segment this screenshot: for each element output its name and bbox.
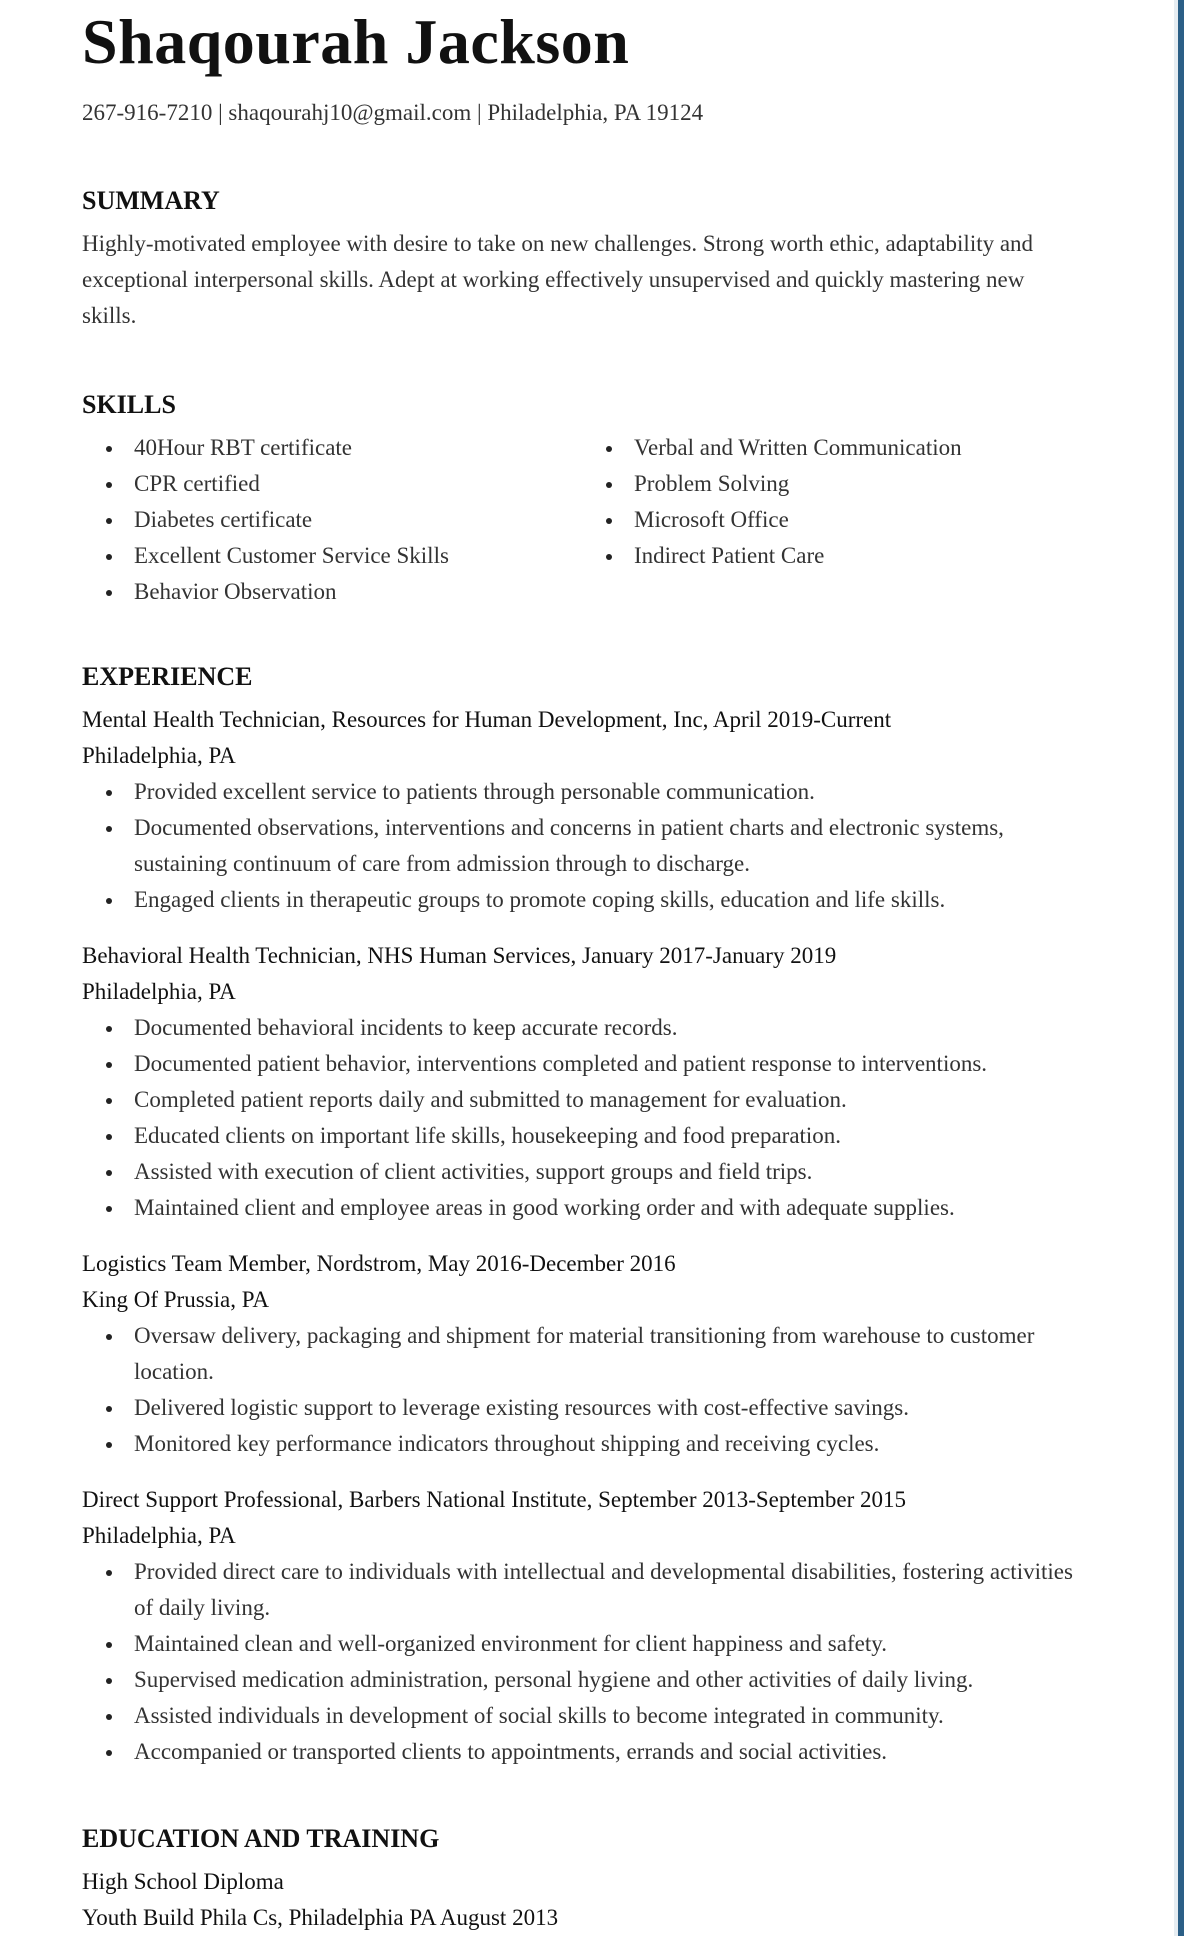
resume-page (82, 0, 1082, 1936)
experience-heading: EXPERIENCE (82, 662, 253, 691)
education-entry (82, 1864, 1082, 1936)
education-school: Youth Build Phila Cs, Philadelphia PA August 2013 (82, 1905, 559, 1930)
job-entry (82, 1482, 1082, 1770)
duty-item: Supervised medication administration, personal hygiene and other activities of daily living. (82, 1662, 1082, 1698)
contact-line: 267-916-7210 | shaqourahj10@gmail.com | Philadelphia, PA 19124 (82, 100, 704, 125)
education-degree: High School Diploma (82, 1869, 284, 1894)
duty-item: Monitored key performance indicators throughout shipping and receiving cycles. (82, 1426, 1082, 1462)
job-title: Logistics Team Member, Nordstrom, May 2016-December 2016 (82, 1251, 676, 1276)
skills-list-left (82, 430, 582, 610)
skill-item: Microsoft Office (582, 502, 1082, 538)
job-location: King Of Prussia, PA (82, 1287, 270, 1312)
duty-item: Accompanied or transported clients to appointments, errands and social activities. (82, 1734, 1082, 1770)
skill-item: Diabetes certificate (82, 502, 582, 538)
skill-item: Excellent Customer Service Skills (82, 538, 582, 574)
duty-item: Provided direct care to individuals with intellectual and developmental disabilities, fostering activities of daily living. (82, 1554, 1082, 1626)
duty-item: Oversaw delivery, packaging and shipment for material transitioning from warehouse to customer location. (82, 1318, 1082, 1390)
job-location: Philadelphia, PA (82, 979, 236, 1004)
skills-list-right (582, 430, 1082, 574)
duty-item: Assisted individuals in development of social skills to become integrated in community. (82, 1698, 1082, 1734)
duty-item: Documented observations, interventions and concerns in patient charts and electronic systems, sustaining continuum of care from admission through to discharge. (82, 810, 1082, 882)
job-entry (82, 702, 1082, 918)
duty-item: Completed patient reports daily and submitted to management for evaluation. (82, 1082, 1082, 1118)
skill-item: Problem Solving (582, 466, 1082, 502)
duty-item: Delivered logistic support to leverage existing resources with cost-effective savings. (82, 1390, 1082, 1426)
duty-item: Documented behavioral incidents to keep accurate records. (82, 1010, 1082, 1046)
duty-item: Assisted with execution of client activities, support groups and field trips. (82, 1154, 1082, 1190)
skill-item: Behavior Observation (82, 574, 582, 610)
job-duties (82, 1318, 1082, 1462)
skills-heading: SKILLS (82, 390, 176, 419)
duty-item: Documented patient behavior, interventions completed and patient response to interventions. (82, 1046, 1082, 1082)
duty-item: Educated clients on important life skills, housekeeping and food preparation. (82, 1118, 1082, 1154)
duty-item: Maintained clean and well-organized environment for client happiness and safety. (82, 1626, 1082, 1662)
skill-item: Verbal and Written Communication (582, 430, 1082, 466)
skill-item: Indirect Patient Care (582, 538, 1082, 574)
job-title: Direct Support Professional, Barbers National Institute, September 2013-September 2015 (82, 1487, 906, 1512)
job-duties (82, 774, 1082, 918)
skills-column-left (82, 430, 582, 610)
candidate-name: Shaqourah Jackson (82, 6, 630, 77)
job-entry (82, 1246, 1082, 1462)
job-entry (82, 938, 1082, 1226)
job-title: Mental Health Technician, Resources for Human Development, Inc, April 2019-Current (82, 707, 892, 732)
skills-grid (82, 430, 1082, 610)
job-duties (82, 1010, 1082, 1226)
skill-item: CPR certified (82, 466, 582, 502)
duty-item: Maintained client and employee areas in good working order and with adequate supplies. (82, 1190, 1082, 1226)
duty-item: Provided excellent service to patients through personable communication. (82, 774, 1082, 810)
skills-column-right (582, 430, 1082, 610)
summary-heading: SUMMARY (82, 186, 220, 215)
right-edge-bar (1178, 0, 1184, 1936)
duty-item: Engaged clients in therapeutic groups to promote coping skills, education and life skills. (82, 882, 1082, 918)
summary-text: Highly-motivated employee with desire to take on new challenges. Strong worth ethic, adaptability and exceptional interpersonal skills. Adept at working effectively unsupervised and quickly mastering new skills. (82, 231, 1034, 328)
job-location: Philadelphia, PA (82, 1523, 236, 1548)
skill-item: 40Hour RBT certificate (82, 430, 582, 466)
job-duties (82, 1554, 1082, 1770)
job-location: Philadelphia, PA (82, 743, 236, 768)
job-title: Behavioral Health Technician, NHS Human Services, January 2017-January 2019 (82, 943, 837, 968)
education-heading: EDUCATION AND TRAINING (82, 1824, 440, 1853)
